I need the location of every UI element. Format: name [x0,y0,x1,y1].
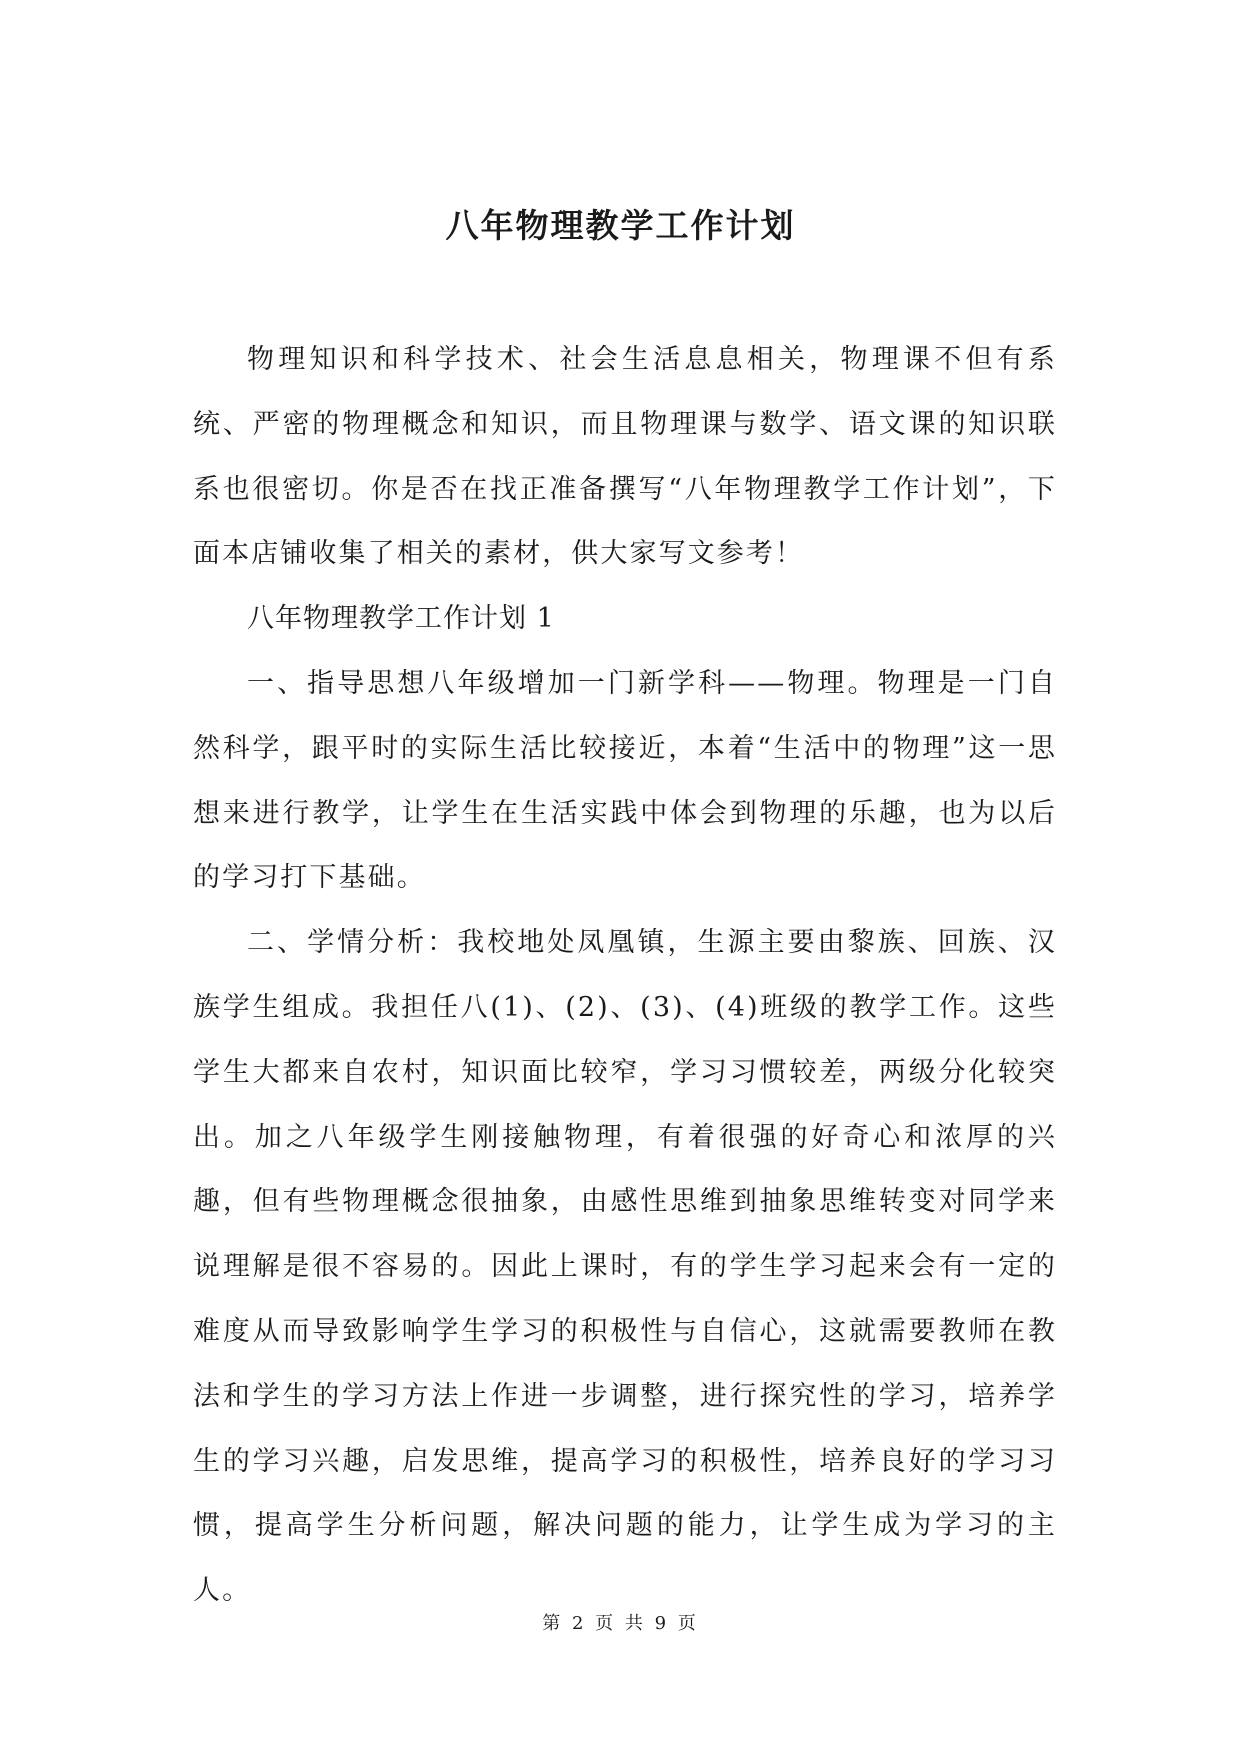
section-heading: 八年物理教学工作计划 1 [247,603,555,635]
document-title: 八年物理教学工作计划 [445,206,796,245]
guiding-ideology-paragraph: 一、指导思想八年级增加一门新学科——物理。物理是一门自然科学，跟平时的实际生活比较接近，本着“生活中的物理”这一思想来进行教学，让学生在生活实践中体会到物理的乐趣，也为以后的学习打下基础。 [193,667,1057,894]
intro-paragraph: 物理知识和科学技术、社会生活息息相关，物理课不但有系统、严密的物理概念和知识，而且物理课与数学、语文课的知识联系也很密切。你是否在找正准备撰写“八年物理教学工作计划”，下面本店铺收集了相关的素材，供大家写文参考！ [193,344,1057,570]
page-number-footer: 第 2 页 共 9 页 [542,1613,699,1634]
document-body [193,328,1057,1624]
student-analysis-paragraph: 二、学情分析：我校地处凤凰镇，生源主要由黎族、回族、汉族学生组成。我担任八(1)、(2)、(3)、(4)班级的教学工作。这些学生大都来自农村，知识面比较窄，学习习惯较差，两级分化较突出。加之八年级学生刚接触物理，有着很强的好奇心和浓厚的兴趣，但有些物理概念很抽象，由感性思维到抽象思维转变对同学来说理解是很不容易的。因此上课时，有的学生学习起来会有一定的难度从而导致影响学生学习的积极性与自信心，这就需要教师在教法和学生的学习方法上作进一步调整，进行探究性的学习，培养学生的学习兴趣，启发思维，提高学习的积极性，培养良好的学习习惯，提高学生分析问题，解决问题的能力，让学生成为学习的主人。 [193,927,1057,1607]
